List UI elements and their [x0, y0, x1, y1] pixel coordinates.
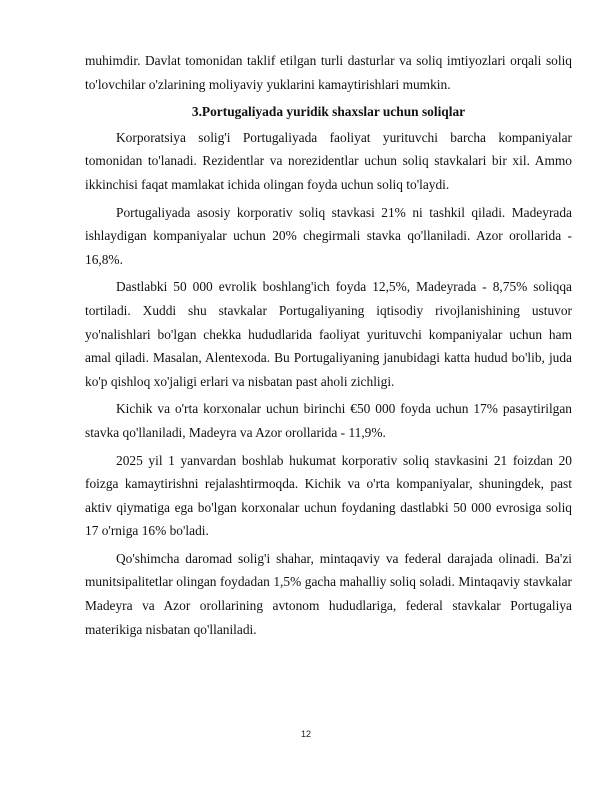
section-heading: 3.Portugaliyada yuridik shaxslar uchun soliqlar [191, 104, 466, 120]
paragraph-2: Portugaliyada asosiy korporativ soliq stavkasi 21% ni tashkil qiladi. Madeyrada ishlaydigan kompaniyalar uchun 20% chegirmali stavka qo'llaniladi. Azor orollarida - 16,8%. [85, 204, 572, 267]
paragraph-3: Dastlabki 50 000 evrolik boshlang'ich foyda 12,5%, Madeyrada - 8,75% soliqqa tortiladi. Xuddi shu stavkalar Portugaliyaning iqtisodiy rivojlanishining ustuvor yo'nalishlari bo'lgan chekka hududlarida faoliyat yurituvchi kompaniyalar uchun ham amal qiladi. Masalan, Alentexoda. Bu Portugaliyaning janubidagi katta hudud bo'lib, juda ko'p qishloq xo'jaligi erlari va nisbatan past aholi zichligi. [85, 279, 572, 389]
paragraph-5: 2025 yil 1 yanvardan boshlab hukumat korporativ soliq stavkasini 21 foizdan 20 foizga kamaytirishni rejalashtirmoqda. Kichik va o'rta kompaniyalar, shuningdek, past aktiv qiymatiga ega bo'lgan korxonalar uchun foydaning dastlabki 50 000 evrosiga soliq 17 o'rniga 16% bo'ladi. [85, 452, 572, 539]
page-number: 12 [300, 729, 311, 739]
document-body [85, 49, 572, 645]
paragraph-4: Kichik va o'rta korxonalar uchun birinchi €50 000 foyda uchun 17% pasaytirilgan stavka qo'llaniladi, Madeyra va Azor orollarida - 11,9%. [85, 401, 572, 440]
paragraph-6: Qo'shimcha daromad solig'i shahar, mintaqaviy va federal darajada olinadi. Ba'zi munitsipalitetlar olingan foydadan 1,5% gacha mahalliy soliq soladi. Mintaqaviy stavkalar Madeyra va Azor orollarining avtonom hududlariga, federal stavkalar Portugaliya materikiga nisbatan qo'llaniladi. [85, 550, 572, 637]
paragraph-1: Korporatsiya solig'i Portugaliyada faoliyat yurituvchi barcha kompaniyalar tomonidan to'lanadi. Rezidentlar va norezidentlar uchun soliq stavkalari bir xil. Ammo ikkinchisi faqat mamlakat ichida olingan foyda uchun soliq to'laydi. [85, 129, 572, 192]
paragraph-continuation: muhimdir. Davlat tomonidan taklif etilgan turli dasturlar va soliq imtiyozlari orqali soliq to'lovchilar o'zlarining moliyaviy yuklarini kamaytirishlari mumkin. [85, 53, 572, 92]
